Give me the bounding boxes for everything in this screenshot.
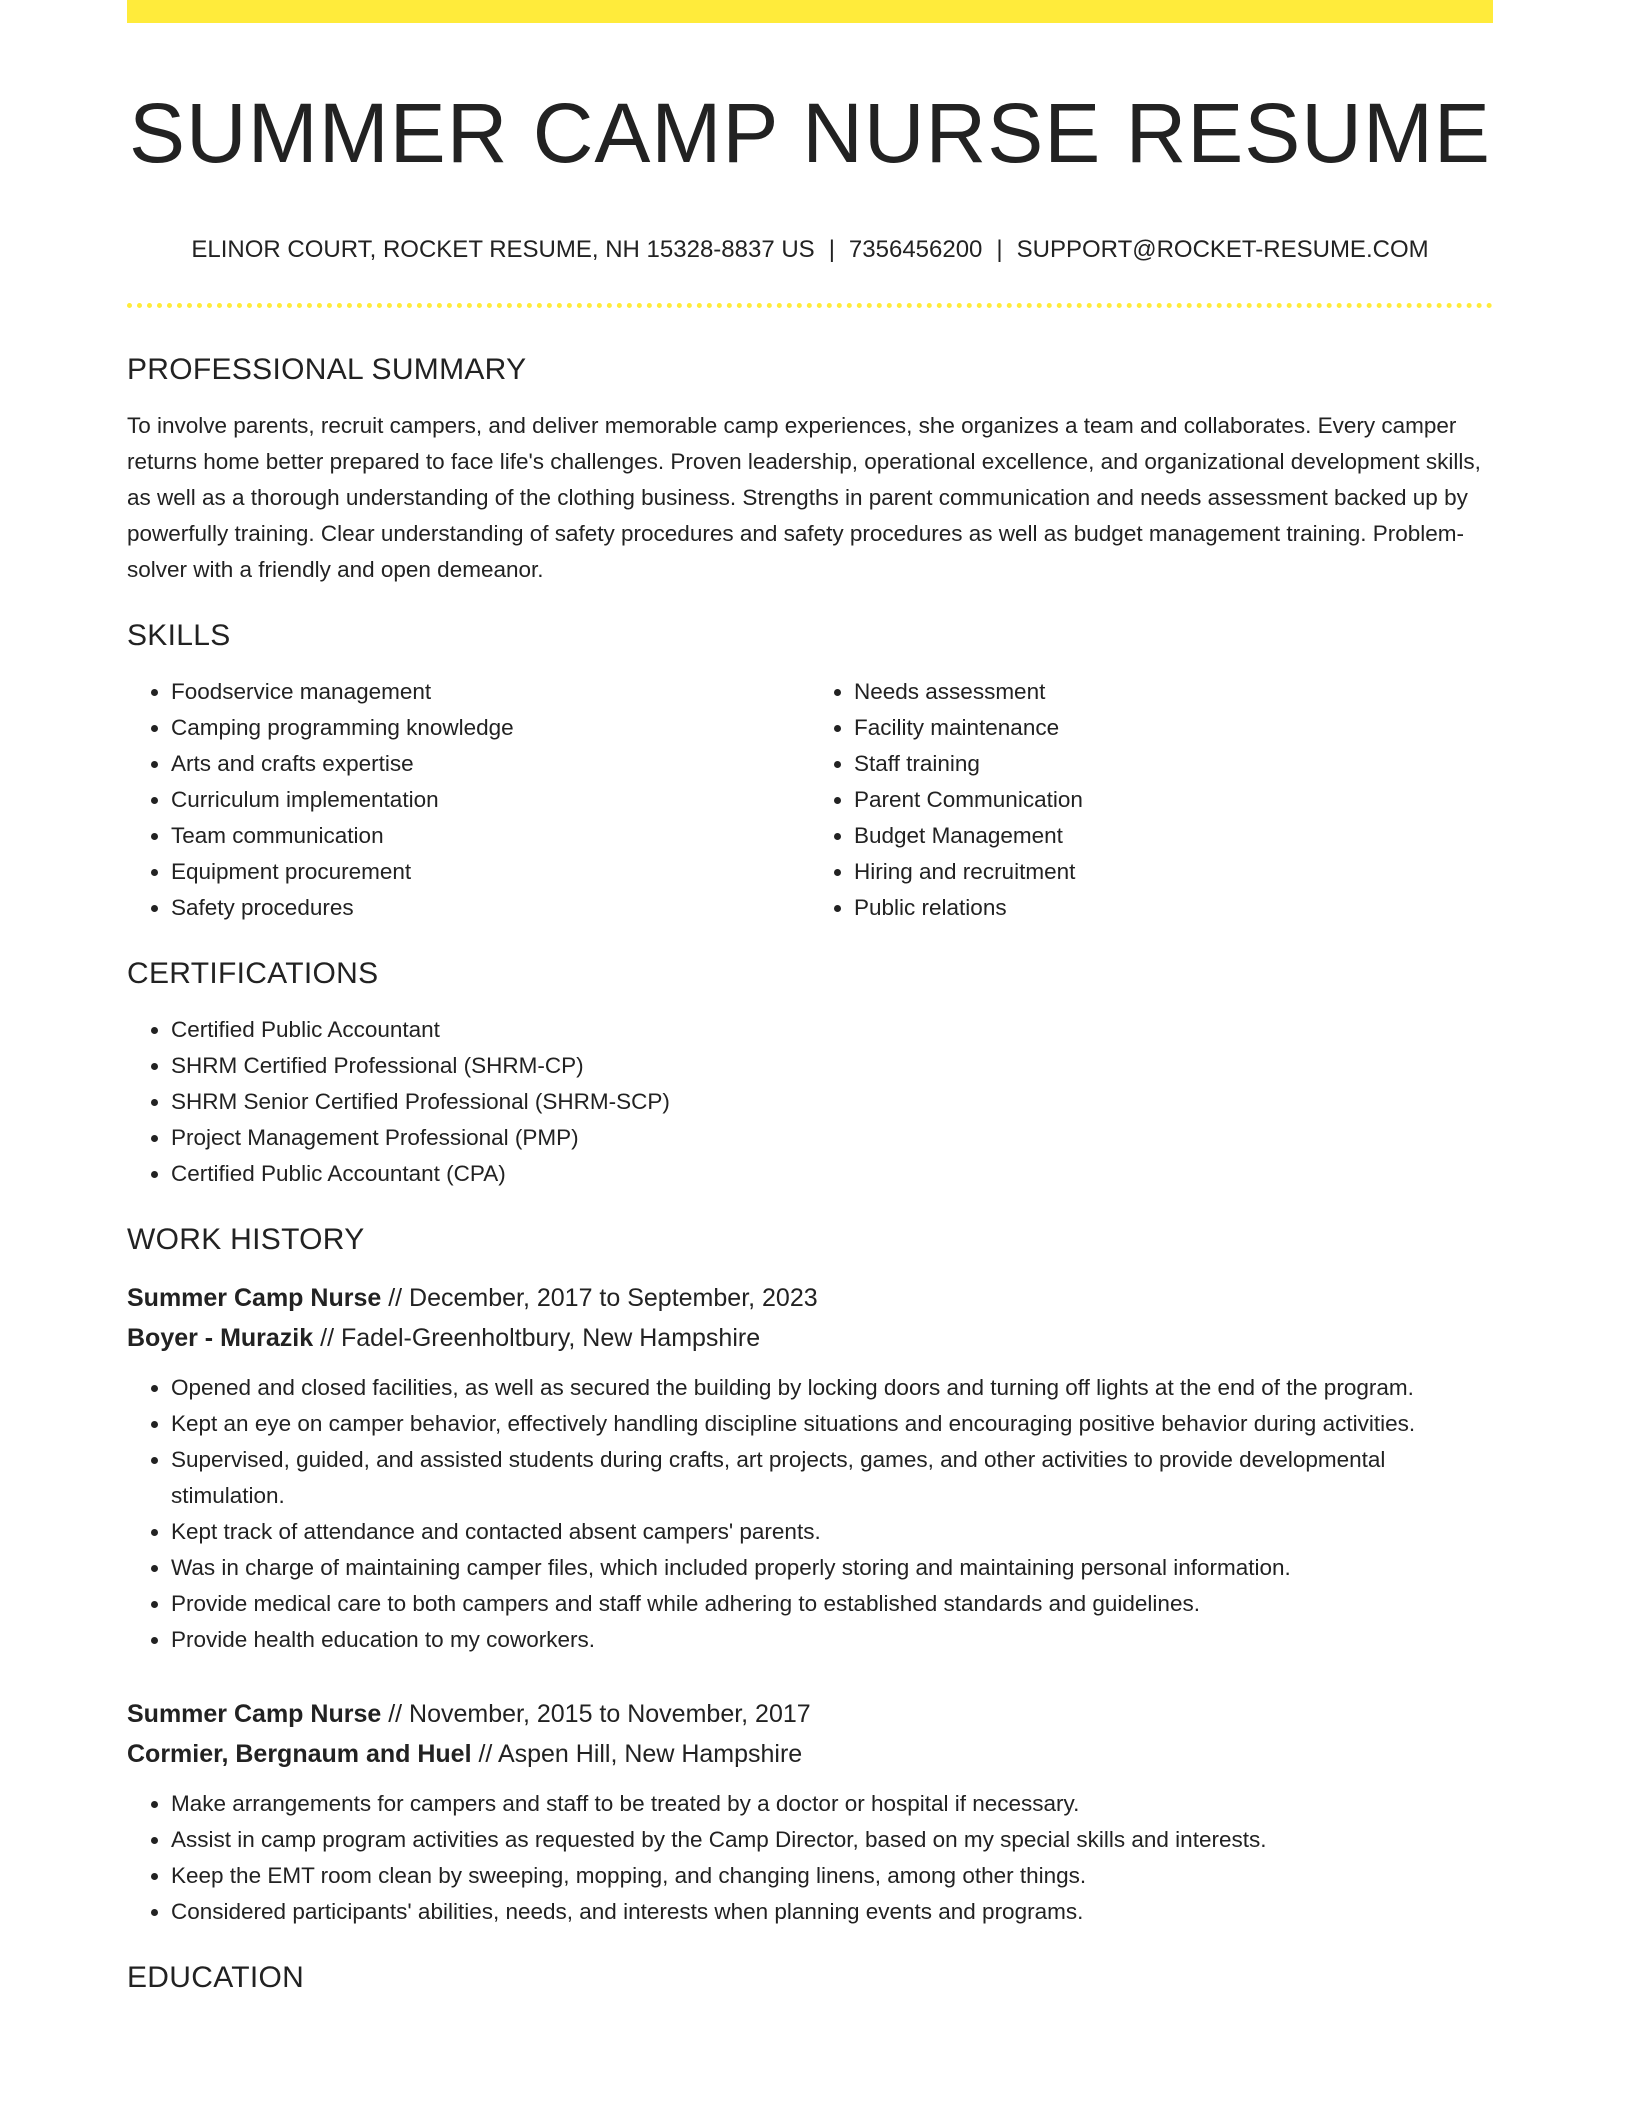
job-role-line (127, 1694, 1493, 1734)
skills-columns (127, 674, 1493, 926)
job-bullet: • Kept track of attendance and contacted absent campers' parents. (171, 1514, 1493, 1550)
skills-right-list (810, 674, 1493, 926)
certifications-heading: CERTIFICATIONS (127, 957, 379, 990)
job-bullet: • Keep the EMT room clean by sweeping, mopping, and changing linens, among other things. (171, 1858, 1493, 1894)
certification-item: • SHRM Certified Professional (SHRM-CP) (171, 1048, 1493, 1084)
work-history-heading: WORK HISTORY (127, 1223, 365, 1256)
job-company-line (127, 1318, 1493, 1358)
job-dates: // November, 2015 to November, 2017 (388, 1700, 811, 1728)
certification-item: • SHRM Senior Certified Professional (SHRM-SCP) (171, 1084, 1493, 1120)
certifications-list (127, 1012, 1493, 1192)
job-bullet: • Opened and closed facilities, as well as secured the building by locking doors and turning off lights at the end of the program. (171, 1370, 1493, 1406)
skill-item: • Foodservice management (171, 674, 810, 710)
job-bullet: • Assist in camp program activities as requested by the Camp Director, based on my special skills and interests. (171, 1822, 1493, 1858)
job-role: Summer Camp Nurse (127, 1284, 382, 1312)
resume-page (127, 0, 1493, 1996)
summary-heading: PROFESSIONAL SUMMARY (127, 353, 527, 386)
skill-item: • Parent Communication (854, 782, 1493, 818)
job-role-line (127, 1278, 1493, 1318)
summary-text: To involve parents, recruit campers, and deliver memorable camp experiences, she organizes a team and collaborates. Every camper returns home better prepared to face life's challenges. Proven leadership, operational excellence, and organizational development skills, as well as a thorough understanding of the clothing business. Strengths in parent communication and needs assessment backed up by powerfully training. Clear understanding of safety procedures and safety procedures as well as budget management training. Problem-solver with a friendly and open demeanor. (127, 413, 1481, 582)
job-dates: // December, 2017 to September, 2023 (388, 1284, 818, 1312)
skill-item: • Equipment procurement (171, 854, 810, 890)
skill-item: • Camping programming knowledge (171, 710, 810, 746)
certification-item: • Certified Public Accountant (171, 1012, 1493, 1048)
job-role: Summer Camp Nurse (127, 1700, 382, 1728)
skill-item: • Needs assessment (854, 674, 1493, 710)
skill-item: • Curriculum implementation (171, 782, 810, 818)
job-location: // Fadel-Greenholtbury, New Hampshire (320, 1324, 761, 1352)
job-bullet: • Provide medical care to both campers and staff while adhering to established standards and guidelines. (171, 1586, 1493, 1622)
job-entry (127, 1278, 1493, 1658)
job-company: Boyer - Murazik (127, 1324, 314, 1352)
job-entry (127, 1694, 1493, 1930)
contact-phone: 7356456200 (848, 236, 983, 263)
skill-item: • Arts and crafts expertise (171, 746, 810, 782)
skill-item: • Facility maintenance (854, 710, 1493, 746)
job-location: // Aspen Hill, New Hampshire (478, 1740, 803, 1768)
job-bullet: • Make arrangements for campers and staff to be treated by a doctor or hospital if necessary. (171, 1786, 1493, 1822)
skill-item: • Hiring and recruitment (854, 854, 1493, 890)
skill-item: • Safety procedures (171, 890, 810, 926)
skill-item: • Public relations (854, 890, 1493, 926)
job-bullets (127, 1786, 1493, 1930)
education-heading: EDUCATION (127, 1961, 305, 1994)
job-bullets (127, 1370, 1493, 1658)
job-bullet: • Was in charge of maintaining camper files, which included properly storing and maintaining personal information. (171, 1550, 1493, 1586)
contact-line (127, 235, 1493, 265)
skill-item: • Budget Management (854, 818, 1493, 854)
job-bullet: • Provide health education to my coworkers. (171, 1622, 1493, 1658)
certification-item: • Certified Public Accountant (CPA) (171, 1156, 1493, 1192)
job-bullet: • Kept an eye on camper behavior, effectively handling discipline situations and encouraging positive behavior during activities. (171, 1406, 1493, 1442)
job-company: Cormier, Bergnaum and Huel (127, 1740, 472, 1768)
contact-separator: | (996, 236, 1003, 263)
top-accent-bar (127, 0, 1493, 23)
skills-heading: SKILLS (127, 619, 231, 652)
job-bullet: • Considered participants' abilities, needs, and interests when planning events and programs. (171, 1894, 1493, 1930)
skill-item: • Staff training (854, 746, 1493, 782)
contact-address: ELINOR COURT, ROCKET RESUME, NH 15328-8837 US (191, 236, 815, 263)
dotted-divider (127, 303, 1493, 308)
contact-separator: | (828, 236, 835, 263)
contact-email: SUPPORT@ROCKET-RESUME.COM (1016, 236, 1429, 263)
skills-left-list (127, 674, 810, 926)
certification-item: • Project Management Professional (PMP) (171, 1120, 1493, 1156)
job-bullet: • Supervised, guided, and assisted students during crafts, art projects, games, and other activities to provide developmental stimulation. (171, 1442, 1493, 1514)
resume-title: SUMMER CAMP NURSE RESUME (129, 86, 1491, 180)
skill-item: • Team communication (171, 818, 810, 854)
job-company-line (127, 1734, 1493, 1774)
